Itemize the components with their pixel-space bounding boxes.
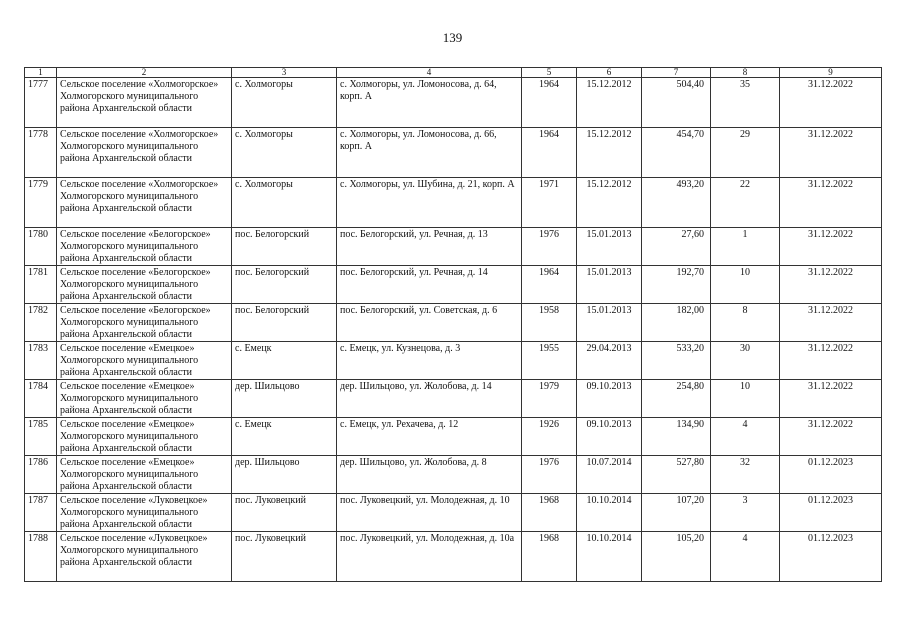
settlement-cell: Сельское поселение «Луковецкое» Холмогорского муниципального района Архангельской области: [57, 532, 232, 582]
residents-cell: 4: [711, 532, 780, 582]
area-cell: 27,60: [642, 228, 711, 266]
column-header: 2: [57, 68, 232, 78]
recognition-date-cell: 15.12.2012: [577, 178, 642, 228]
settlement-cell: Сельское поселение «Емецкое» Холмогорского муниципального района Архангельской области: [57, 418, 232, 456]
locality-cell: пос. Белогорский: [232, 304, 337, 342]
year-built-cell: 1979: [522, 380, 577, 418]
settlement-cell: Сельское поселение «Белогорское» Холмогорского муниципального района Архангельской области: [57, 228, 232, 266]
address-cell: с. Емецк, ул. Кузнецова, д. 3: [337, 342, 522, 380]
residents-cell: 1: [711, 228, 780, 266]
area-cell: 192,70: [642, 266, 711, 304]
recognition-date-cell: 15.01.2013: [577, 304, 642, 342]
residents-cell: 3: [711, 494, 780, 532]
table-row: [25, 128, 882, 178]
registry-table: [24, 67, 882, 582]
table-row: [25, 178, 882, 228]
row-number-cell: 1788: [25, 532, 57, 582]
table-row: [25, 228, 882, 266]
settlement-cell: Сельское поселение «Емецкое» Холмогорского муниципального района Архангельской области: [57, 380, 232, 418]
locality-cell: дер. Шильцово: [232, 380, 337, 418]
recognition-date-cell: 10.10.2014: [577, 532, 642, 582]
residents-cell: 35: [711, 78, 780, 128]
locality-cell: дер. Шильцово: [232, 456, 337, 494]
settlement-cell: Сельское поселение «Холмогорское» Холмогорского муниципального района Архангельской области: [57, 178, 232, 228]
residents-cell: 4: [711, 418, 780, 456]
residents-cell: 30: [711, 342, 780, 380]
address-cell: с. Холмогоры, ул. Ломоносова, д. 64, корп. А: [337, 78, 522, 128]
row-number-cell: 1784: [25, 380, 57, 418]
locality-cell: с. Емецк: [232, 418, 337, 456]
residents-cell: 32: [711, 456, 780, 494]
area-cell: 134,90: [642, 418, 711, 456]
residents-cell: 29: [711, 128, 780, 178]
resettlement-date-cell: 31.12.2022: [780, 380, 882, 418]
address-cell: пос. Белогорский, ул. Речная, д. 13: [337, 228, 522, 266]
row-number-cell: 1783: [25, 342, 57, 380]
resettlement-date-cell: 01.12.2023: [780, 456, 882, 494]
recognition-date-cell: 10.07.2014: [577, 456, 642, 494]
address-cell: дер. Шильцово, ул. Жолобова, д. 8: [337, 456, 522, 494]
row-number-cell: 1778: [25, 128, 57, 178]
area-cell: 533,20: [642, 342, 711, 380]
address-cell: дер. Шильцово, ул. Жолобова, д. 14: [337, 380, 522, 418]
resettlement-date-cell: 31.12.2022: [780, 304, 882, 342]
address-cell: пос. Луковецкий, ул. Молодежная, д. 10а: [337, 532, 522, 582]
header-row: [25, 68, 882, 78]
locality-cell: с. Емецк: [232, 342, 337, 380]
resettlement-date-cell: 31.12.2022: [780, 128, 882, 178]
area-cell: 493,20: [642, 178, 711, 228]
area-cell: 105,20: [642, 532, 711, 582]
settlement-cell: Сельское поселение «Луковецкое» Холмогорского муниципального района Архангельской области: [57, 494, 232, 532]
locality-cell: пос. Белогорский: [232, 228, 337, 266]
resettlement-date-cell: 31.12.2022: [780, 178, 882, 228]
recognition-date-cell: 15.01.2013: [577, 266, 642, 304]
column-header: 6: [577, 68, 642, 78]
settlement-cell: Сельское поселение «Холмогорское» Холмогорского муниципального района Архангельской области: [57, 78, 232, 128]
year-built-cell: 1955: [522, 342, 577, 380]
table-row: [25, 266, 882, 304]
residents-cell: 10: [711, 266, 780, 304]
settlement-cell: Сельское поселение «Белогорское» Холмогорского муниципального района Архангельской области: [57, 266, 232, 304]
row-number-cell: 1781: [25, 266, 57, 304]
area-cell: 254,80: [642, 380, 711, 418]
locality-cell: с. Холмогоры: [232, 128, 337, 178]
row-number-cell: 1777: [25, 78, 57, 128]
year-built-cell: 1976: [522, 228, 577, 266]
year-built-cell: 1968: [522, 494, 577, 532]
resettlement-date-cell: 31.12.2022: [780, 228, 882, 266]
settlement-cell: Сельское поселение «Белогорское» Холмогорского муниципального района Архангельской области: [57, 304, 232, 342]
residents-cell: 8: [711, 304, 780, 342]
year-built-cell: 1964: [522, 266, 577, 304]
year-built-cell: 1964: [522, 128, 577, 178]
column-header: 3: [232, 68, 337, 78]
residents-cell: 10: [711, 380, 780, 418]
year-built-cell: 1926: [522, 418, 577, 456]
column-header: 8: [711, 68, 780, 78]
locality-cell: с. Холмогоры: [232, 178, 337, 228]
resettlement-date-cell: 01.12.2023: [780, 532, 882, 582]
row-number-cell: 1779: [25, 178, 57, 228]
locality-cell: пос. Луковецкий: [232, 494, 337, 532]
address-cell: пос. Белогорский, ул. Речная, д. 14: [337, 266, 522, 304]
column-header: 4: [337, 68, 522, 78]
area-cell: 107,20: [642, 494, 711, 532]
settlement-cell: Сельское поселение «Емецкое» Холмогорского муниципального района Архангельской области: [57, 456, 232, 494]
row-number-cell: 1787: [25, 494, 57, 532]
column-header: 1: [25, 68, 57, 78]
residents-cell: 22: [711, 178, 780, 228]
area-cell: 454,70: [642, 128, 711, 178]
recognition-date-cell: 10.10.2014: [577, 494, 642, 532]
settlement-cell: Сельское поселение «Емецкое» Холмогорского муниципального района Архангельской области: [57, 342, 232, 380]
area-cell: 182,00: [642, 304, 711, 342]
table-row: [25, 532, 882, 582]
row-number-cell: 1785: [25, 418, 57, 456]
table-row: [25, 380, 882, 418]
address-cell: пос. Белогорский, ул. Советская, д. 6: [337, 304, 522, 342]
table-row: [25, 494, 882, 532]
column-header: 9: [780, 68, 882, 78]
resettlement-date-cell: 31.12.2022: [780, 418, 882, 456]
page-number: 139: [442, 30, 463, 45]
year-built-cell: 1976: [522, 456, 577, 494]
table-row: [25, 78, 882, 128]
address-cell: с. Емецк, ул. Рехачева, д. 12: [337, 418, 522, 456]
table-row: [25, 456, 882, 494]
row-number-cell: 1786: [25, 456, 57, 494]
resettlement-date-cell: 31.12.2022: [780, 342, 882, 380]
table-row: [25, 304, 882, 342]
year-built-cell: 1968: [522, 532, 577, 582]
year-built-cell: 1971: [522, 178, 577, 228]
year-built-cell: 1964: [522, 78, 577, 128]
recognition-date-cell: 09.10.2013: [577, 380, 642, 418]
column-header: 5: [522, 68, 577, 78]
settlement-cell: Сельское поселение «Холмогорское» Холмогорского муниципального района Архангельской области: [57, 128, 232, 178]
address-cell: с. Холмогоры, ул. Ломоносова, д. 66, корп. А: [337, 128, 522, 178]
resettlement-date-cell: 31.12.2022: [780, 266, 882, 304]
recognition-date-cell: 29.04.2013: [577, 342, 642, 380]
resettlement-date-cell: 01.12.2023: [780, 494, 882, 532]
table-row: [25, 418, 882, 456]
table-row: [25, 342, 882, 380]
year-built-cell: 1958: [522, 304, 577, 342]
column-header: 7: [642, 68, 711, 78]
area-cell: 527,80: [642, 456, 711, 494]
address-cell: пос. Луковецкий, ул. Молодежная, д. 10: [337, 494, 522, 532]
address-cell: с. Холмогоры, ул. Шубина, д. 21, корп. А: [337, 178, 522, 228]
recognition-date-cell: 15.01.2013: [577, 228, 642, 266]
recognition-date-cell: 09.10.2013: [577, 418, 642, 456]
row-number-cell: 1782: [25, 304, 57, 342]
recognition-date-cell: 15.12.2012: [577, 78, 642, 128]
locality-cell: пос. Луковецкий: [232, 532, 337, 582]
row-number-cell: 1780: [25, 228, 57, 266]
locality-cell: с. Холмогоры: [232, 78, 337, 128]
area-cell: 504,40: [642, 78, 711, 128]
locality-cell: пос. Белогорский: [232, 266, 337, 304]
resettlement-date-cell: 31.12.2022: [780, 78, 882, 128]
recognition-date-cell: 15.12.2012: [577, 128, 642, 178]
